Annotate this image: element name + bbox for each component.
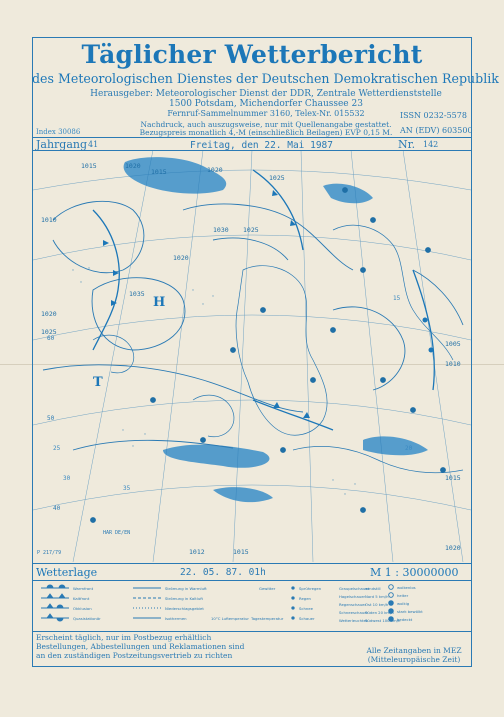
legend-item: bedeckt	[397, 617, 413, 622]
legend-item: Süden 20 km/h	[365, 610, 394, 615]
pressure-label: 1015	[151, 168, 167, 176]
an-edv: AN (EDV) 603500	[400, 126, 473, 135]
temp-label: 20	[405, 445, 413, 452]
weather-map	[33, 150, 471, 562]
temp-label: 35	[123, 485, 131, 492]
map-bottom-rule	[33, 563, 471, 564]
issue-date: Freitag, den 22. Mai 1987	[190, 140, 333, 151]
legend-item: wolkig	[397, 601, 410, 606]
index-number: Index 30086	[36, 128, 81, 136]
pressure-label: 1025	[269, 174, 285, 182]
legend-item: wolkenlos	[397, 585, 416, 590]
jahrgang-value: 41	[88, 140, 99, 149]
pressure-label: 1020	[207, 166, 223, 174]
footer-line: (Mitteleuropäische Zeit)	[367, 655, 461, 664]
legend-item: windstill	[365, 586, 381, 591]
legend-item: Graupelschauer	[339, 586, 370, 591]
pressure-label: 1005	[445, 340, 461, 348]
map-scale: M 1 : 30000000	[370, 566, 459, 579]
legend-item: heiter	[397, 593, 409, 598]
legend-item: Gewitter	[259, 586, 276, 591]
legend-item: Ost 10 km/h	[365, 602, 389, 607]
station-note: P 217/79	[37, 550, 62, 556]
legend-item: Südwest 100 km/h	[365, 618, 401, 623]
lat-label: 60	[47, 335, 55, 342]
legend-item: Kaltfront	[73, 596, 90, 601]
pressure-label: 1035	[129, 290, 145, 298]
publisher-phone: Fernruf-Sammelnummer 3160, Telex-Nr. 015532	[167, 109, 365, 118]
page-subtitle: des Meteorologischen Dienstes der Deutschen Demokratischen Republik	[32, 71, 499, 86]
low-pressure-marker: T	[93, 375, 103, 390]
legend-item: Strömung in Kaltluft	[165, 596, 204, 601]
legend-item: Okklusion	[73, 606, 92, 611]
legend-item: Regen	[299, 596, 311, 601]
footer-right	[362, 646, 466, 664]
legend-item: Warmfront	[73, 586, 94, 591]
jahrgang-label: Jahrgang	[36, 138, 88, 151]
legend-item: Isothermen	[165, 616, 187, 621]
pressure-label: 1020	[445, 544, 461, 552]
publisher-address: 1500 Potsdam, Michendorfer Chaussee 23	[169, 99, 363, 109]
pressure-label: 1025	[243, 226, 259, 234]
lat-label: 50	[47, 415, 55, 422]
temp-label: 30	[63, 475, 71, 482]
price-note: Bezugspreis monatlich 4,-M (einschließlich Beilagen) EVP 0,15 M.	[139, 128, 393, 137]
nr-label: Nr.	[398, 138, 416, 151]
footer-line: Erscheint täglich, nur im Postbezug erhältlich	[36, 633, 212, 642]
temp-label: 25	[53, 445, 61, 452]
pressure-label: 1020	[125, 162, 141, 170]
pressure-label: 1010	[41, 216, 57, 224]
sea-ice-areas	[124, 157, 428, 502]
pressure-label: 1030	[213, 226, 229, 234]
publisher-line: Herausgeber: Meteorologischer Dienst der DDR, Zentrale Wetterdienststelle	[90, 89, 442, 99]
pressure-label: 1020	[173, 254, 189, 262]
pressure-label: 1015	[81, 162, 97, 170]
legend-item: Sprühregen	[299, 586, 322, 591]
pressure-label: 1010	[445, 360, 461, 368]
legend-item: 10°C Luftemperatur	[211, 616, 249, 621]
page-title: Täglicher Wetterbericht	[81, 40, 423, 69]
legend	[33, 582, 471, 630]
lat-label: 40	[53, 505, 61, 512]
legend-item: stark bewölkt	[397, 609, 423, 614]
print-code: HAR DE/EN	[103, 530, 131, 536]
pressure-label: 1012	[189, 548, 205, 556]
nr-value: 142	[423, 140, 439, 149]
pressure-label: 1015	[233, 548, 249, 556]
footer-left	[36, 633, 244, 660]
pressure-label: 1015	[445, 474, 461, 482]
legend-item: Quasistationär	[73, 616, 101, 621]
issn: ISSN 0232-5578	[400, 111, 467, 120]
high-pressure-marker: H	[153, 295, 166, 310]
legend-item: Hagelschauer	[339, 594, 366, 599]
legend-item: Strömung in Warmluft	[165, 586, 207, 591]
legend-item: Wetterleuchten	[339, 618, 369, 623]
legend-item: Nord 5 km/h	[365, 594, 389, 599]
legend-item: Schnee	[299, 606, 313, 611]
land-coast	[93, 225, 463, 473]
wetterlage-label: Wetterlage	[36, 566, 98, 579]
pressure-label: 1025	[41, 328, 57, 336]
legend-top-rule	[33, 580, 471, 581]
reprint-note: Nachdruck, auch auszugsweise, nur mit Quellenangabe gestattet.	[140, 120, 392, 129]
temp-label: 15	[393, 295, 401, 302]
legend-item: Tagestemperatur	[251, 616, 284, 621]
legend-item: Schneeschauer	[339, 610, 369, 615]
footer-line: Alle Zeitangaben in MEZ	[366, 646, 462, 655]
lat-label-group	[47, 335, 61, 512]
legend-bottom-rule	[33, 631, 471, 632]
legend-item: Schauer	[299, 616, 315, 621]
footer-line: Bestellungen, Abbestellungen und Reklamationen sind	[36, 642, 245, 651]
footer-line: an den zuständigen Postzeitungsvertrieb zu richten	[36, 651, 233, 660]
legend-item: Regenschauer	[339, 602, 367, 607]
pressure-label: 1020	[41, 310, 57, 318]
fronts	[93, 170, 434, 430]
legend-item: Niederschlagsgebiet	[165, 606, 204, 611]
map-time: 22. 05. 87. 01h	[180, 567, 266, 578]
